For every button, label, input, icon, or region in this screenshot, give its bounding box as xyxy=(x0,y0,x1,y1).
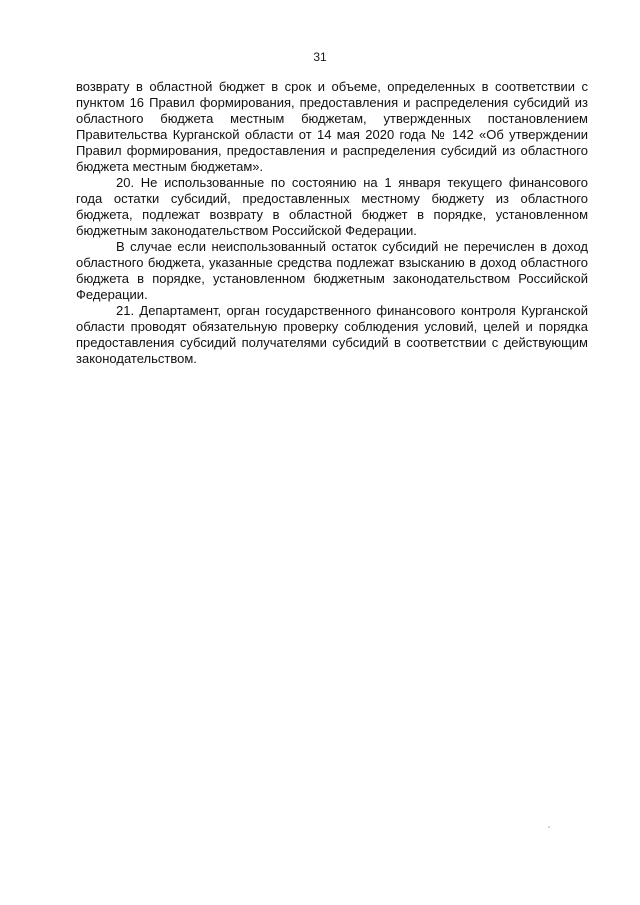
scan-speck xyxy=(548,826,550,828)
paragraph-item-20: 20. Не использованные по состоянию на 1 января текущего финансового года остатки субсидий, предоставленных местному бюджету из областного бюджета, подлежат возврату в областной бюджет в порядке, установленном бюджетным законодательством Российской Федерации. xyxy=(76,175,588,238)
paragraph-item-21: 21. Департамент, орган государственного финансового контроля Курганской области проводят обязательную проверку соблюдения условий, целей и порядка предоставления субсидий получателями субсидий в соответствии с действующим законодательством. xyxy=(76,303,588,366)
document-body xyxy=(76,79,588,367)
paragraph-unspent-balance: В случае если неиспользованный остаток субсидий не перечислен в доход областного бюджета, указанные средства подлежат взысканию в доход областного бюджета в порядке, установленном бюджетным законодательством Российской Федерации. xyxy=(76,239,588,302)
paragraph-continuation: возврату в областной бюджет в срок и объеме, определенных в соответствии с пунктом 16 Правил формирования, предоставления и распределения субсидий из областного бюджета местным бюджетам, утвержденных постановлением Правительства Курганской области от 14 мая 2020 года № 142 «Об утверждении Правил формирования, предоставления и распределения субсидий из областного бюджета местным бюджетам». xyxy=(76,79,588,174)
page-number: 31 xyxy=(313,50,327,64)
